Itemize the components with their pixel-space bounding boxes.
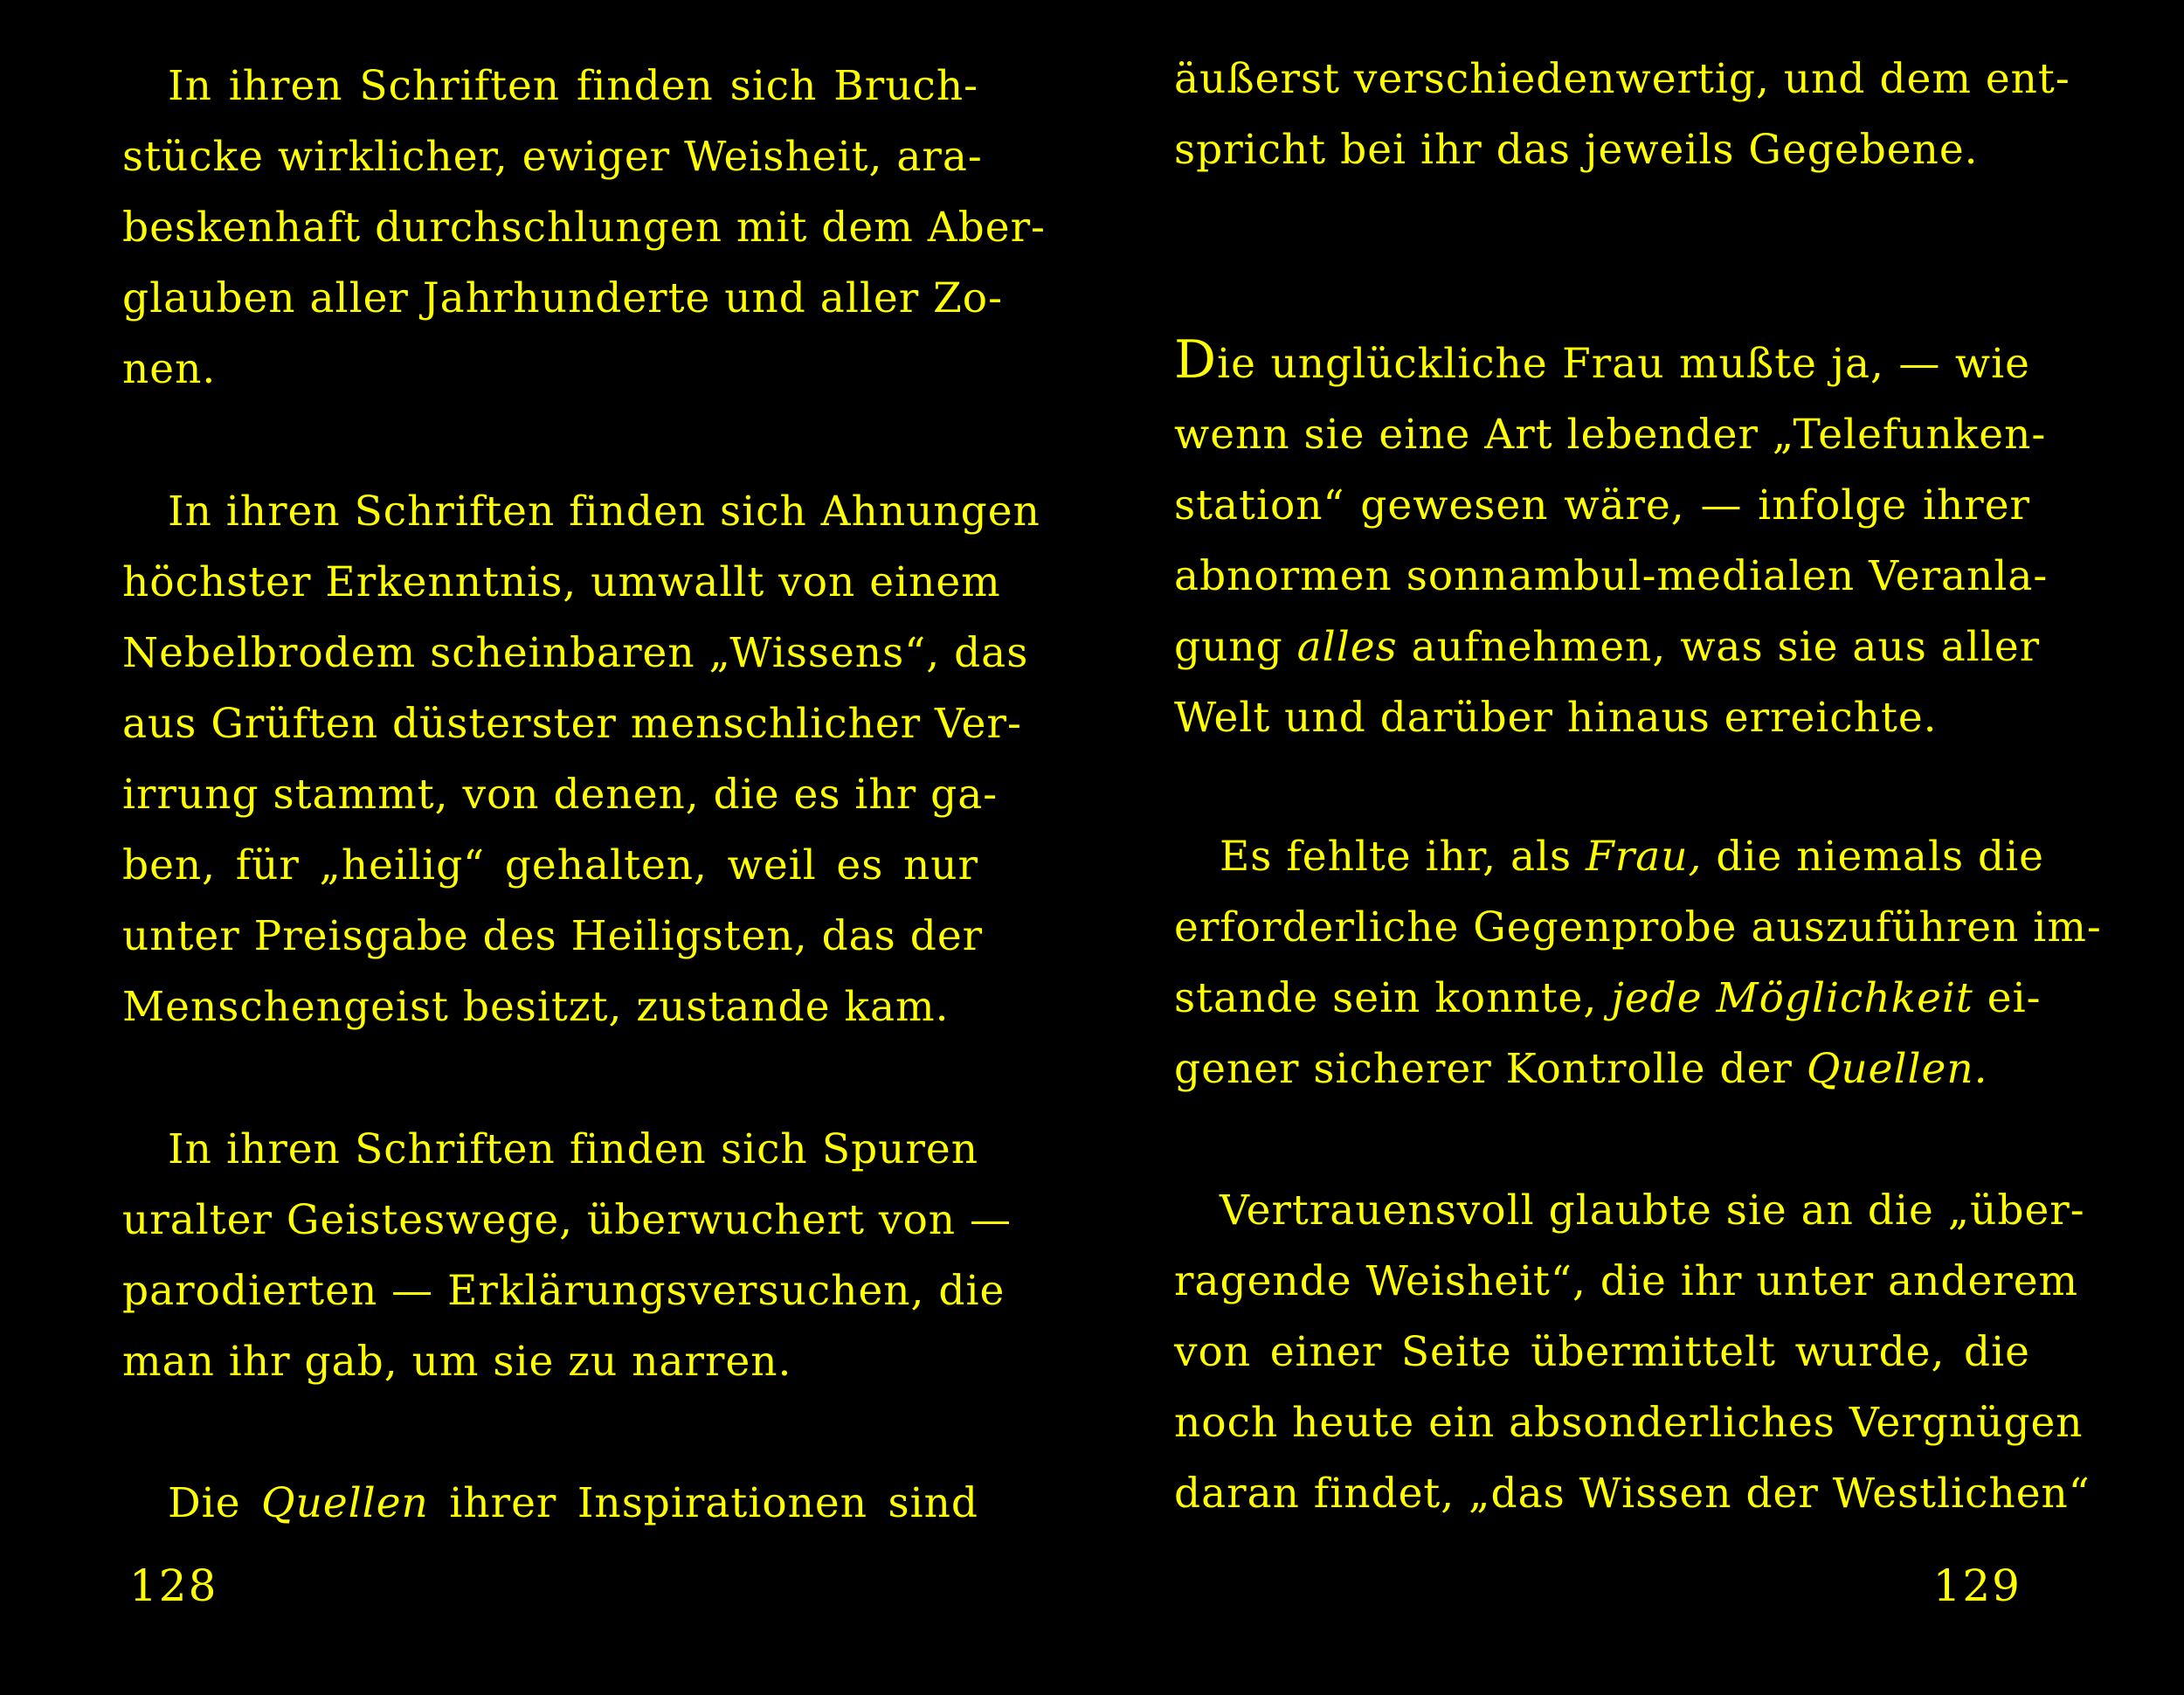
page-number-right: 129 [1932, 1560, 2022, 1611]
text-fragment: ihrer Inspirationen sind [428, 1479, 978, 1527]
emphasis-alles: alles [1296, 623, 1398, 671]
text-line: äußerst verschiedenwertig, und dem ent- [1174, 55, 2070, 103]
left-paragraph-3 [122, 1114, 1012, 1397]
text-line: ragende Weisheit“, die ihr unter anderem [1174, 1257, 2079, 1305]
text-line [1174, 325, 2030, 399]
text-line: man ihr gab, um sie zu narren. [122, 1338, 792, 1386]
text-line [1174, 963, 2042, 1034]
text-line: parodierten — Erklärungsversuchen, die [122, 1267, 1006, 1315]
text-line: Welt und darüber hinaus erreichte. [1174, 694, 1938, 742]
text-line: station“ gewesen wäre, — infolge ihrer [1174, 481, 2030, 529]
text-line: irrung stammt, von denen, die es ihr ga- [122, 771, 999, 819]
left-paragraph-1 [122, 51, 1046, 405]
text-line: noch heute ein absonderliches Vergnügen [1174, 1399, 2084, 1447]
emphasis-frau: Frau, [1586, 833, 1703, 881]
emphasis-jede-moeglichkeit: jede Möglichkeit [1611, 974, 1973, 1022]
text-line: Menschengeist besitzt, zustande kam. [122, 983, 950, 1031]
left-paragraph-2 [122, 476, 1040, 1042]
text-line: aus Grüften düsterster menschlicher Ver- [122, 700, 1022, 748]
text-line: ben, für „heilig“ gehalten, weil es nur [122, 841, 978, 889]
text-line: In ihren Schriften finden sich Ahnungen [168, 488, 1040, 536]
text-line: von einer Seite übermittelt wurde, die [1174, 1328, 2030, 1376]
text-fragment: die niemals die [1702, 833, 2044, 881]
text-line [1174, 1034, 2030, 1104]
page-number-left: 128 [129, 1560, 218, 1611]
drop-cap: D [1174, 329, 1218, 391]
text-fragment: gung [1174, 623, 1297, 671]
text-line [1174, 821, 2044, 892]
text-fragment: ei- [1973, 974, 2042, 1022]
text-fragment: Es fehlte ihr, als [1220, 833, 1586, 881]
text-line: beskenhaft durchschlungen mit dem Aber- [122, 204, 1046, 252]
text-line: Vertrauensvoll glaubte sie an die „über- [1220, 1186, 2085, 1235]
text-line: stücke wirklicher, ewiger Weisheit, ara- [122, 133, 983, 181]
text-line [1174, 612, 2041, 682]
text-line: unter Preisgabe des Heiligsten, das der [122, 912, 984, 960]
text-fragment: gener sicherer Kontrolle der [1174, 1045, 1807, 1093]
text-line: nen. [122, 345, 217, 393]
text-line: abnormen sonnambul-medialen Veranla- [1174, 552, 2049, 600]
emphasis-quellen: Quellen [261, 1479, 429, 1527]
text-line: In ihren Schriften finden sich Bruch- [168, 62, 978, 110]
right-paragraph-3 [1174, 821, 2102, 1104]
text-fragment: ie unglückliche Frau mußte ja, — wie [1217, 340, 2030, 388]
left-paragraph-4 [122, 1468, 978, 1539]
left-page [122, 0, 1046, 1695]
emphasis-quellen: Quellen. [1806, 1045, 1988, 1093]
right-paragraph-1 [1174, 44, 2070, 185]
text-line: glauben aller Jahrhunderte und aller Zo- [122, 274, 1003, 322]
text-fragment: Die [168, 1479, 262, 1527]
text-line: In ihren Schriften finden sich Spuren [168, 1125, 978, 1173]
text-line [122, 1468, 978, 1539]
text-line: wenn sie eine Art lebender „Telefunken- [1174, 411, 2047, 459]
text-line: spricht bei ihr das jeweils Gegebene. [1174, 126, 1979, 174]
text-line: daran findet, „das Wissen der Westlichen“ [1174, 1470, 2091, 1518]
text-line: erforderliche Gegenprobe auszuführen im- [1174, 903, 2102, 951]
right-paragraph-4 [1174, 1175, 2091, 1529]
text-fragment: stande sein konnte, [1174, 974, 1612, 1022]
text-fragment: aufnehmen, was sie aus aller [1397, 623, 2041, 671]
right-paragraph-2 [1174, 325, 2049, 753]
text-line: uralter Geisteswege, überwuchert von — [122, 1196, 1012, 1244]
right-page [1174, 0, 2102, 1695]
text-line: Nebelbrodem scheinbaren „Wissens“, das [122, 629, 1029, 677]
text-line: höchster Erkenntnis, umwallt von einem [122, 558, 1001, 606]
